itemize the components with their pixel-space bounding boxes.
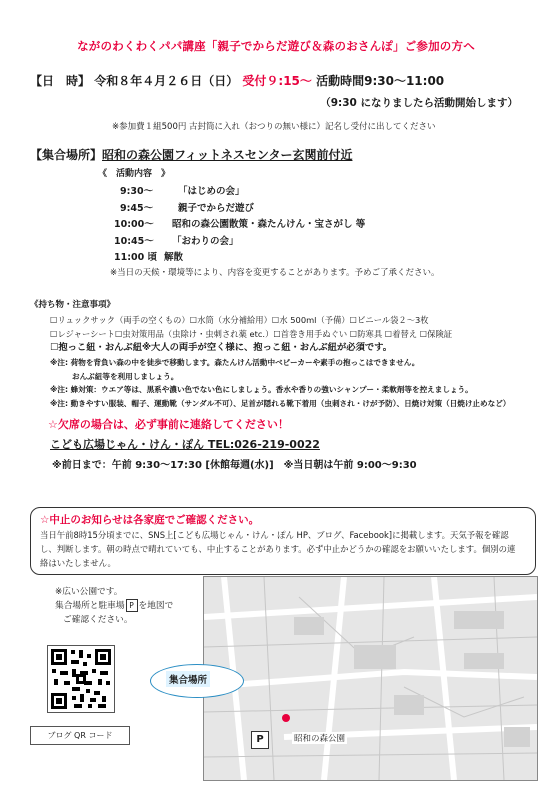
park-note: ※広い公園です。 集合場所と駐車場 P を地図で ご確認ください。 [55, 587, 174, 625]
meeting-place [30, 146, 352, 163]
content-heading: 《 活動内容 》 [98, 169, 171, 179]
place-value: 昭和の森公園フィットネスセンター玄関前付近 [102, 148, 353, 162]
changes-note: ※当日の天候・環境等により、内容を変更することがあります。予めご了承ください。 [110, 268, 440, 278]
note-item: おんぶ紐等を利用しましょう。 [72, 371, 179, 381]
contact-hours: ※前日まで：午前 9:30～17:30 [休館毎週(水)] ※当日朝は午前 9:00～9:30 [52, 460, 417, 471]
page-title: ながのわくわくパパ講座「親子でからだ遊び＆森のおさんぽ」ご参加の方へ [77, 39, 475, 53]
items-list [50, 313, 452, 355]
list-item: ☐レジャーシート☐虫対策用品（虫除け・虫刺され薬 etc.）☐首巻き用手ぬぐい ☐防寒具 ☐着替え ☐保険証 [50, 329, 453, 339]
activity-time: 活動時間9:30～11:00 [316, 74, 445, 88]
park-map [203, 576, 538, 781]
parking-icon: P [126, 599, 138, 612]
datetime-line [30, 72, 444, 89]
map-park-label: 昭和の森公園 [294, 734, 346, 744]
note-item: ※注: 荷物を背負い森の中を徒歩で移動します。森たんけん活動中ベビーカーや素手の抱っこはできません。 [50, 358, 420, 367]
datetime-label: 【日 時】 [30, 74, 91, 88]
contact-phone: こども広場じゃん・けん・ぽん TEL:026-219-0022 [50, 438, 320, 451]
qr-code [47, 645, 115, 713]
place-label: 【集合場所】 [30, 148, 103, 162]
note-item: ※注: 動きやすい服装、帽子、運動靴（サンダル不可）、足首が隠れる靴下着用（虫刺され・けが予防）、日焼け対策（日焼け止めなど） [50, 398, 511, 408]
cancel-heading: ☆中止のお知らせは各家庭でご確認ください。 [40, 514, 260, 526]
schedule-list [114, 184, 366, 267]
meeting-point-marker [282, 714, 290, 722]
reception-time: 受付９:15～ [242, 74, 312, 88]
schedule-item: 10:00～ 昭和の森公園散策・森たんけん・宝さがし 等 [114, 219, 366, 230]
start-note: （9:30 になりましたら活動開始します） [320, 97, 518, 109]
schedule-item: 11:00 頃 解散 [114, 252, 184, 263]
schedule-item: 9:30～ 「はじめの会」 [120, 186, 245, 197]
schedule-item: 9:45～ 親子でからだ遊び [120, 202, 255, 214]
list-item: ☐抱っこ紐・おんぶ紐※大人の両手が空く様に、抱っこ紐・おんぶ紐が必須です。 [50, 342, 393, 353]
note-item: ※注: 蜂対策：ウエア等は、黒系や濃い色でない色にしましょう。香水や香りの強いシャンプー・柔軟剤等を控えましょう。 [50, 385, 473, 394]
items-heading: 《持ち物・注意事項》 [30, 300, 116, 310]
event-date: 令和８年４月２６日（日） [94, 74, 239, 88]
absence-heading: ☆欠席の場合は、必ず事前に連絡してください！ [48, 418, 289, 431]
schedule-item: 10:45～ 「おわりの会」 [114, 235, 239, 247]
parking-marker: P [251, 731, 269, 749]
fee-note: ※参加費１組500円 古封筒に入れ（おつりの無い様に）記名し受付に出してください [112, 122, 436, 132]
qr-label: ブログ QR コード [30, 726, 130, 745]
meeting-callout-label: 集合場所 [166, 671, 210, 687]
cancel-body: 当日午前8時15分頃までに、SNS上[こども広場じゃん・けん・ぽん HP、ブログ、Facebook]に掲載します。天気予報を確認し、判断します。朝の時点で晴れていても、中止することがあります。必ず中止かどうかの確認をお願いいたします。個別の連絡はいたしません。 [40, 530, 516, 568]
notes-list [50, 356, 510, 410]
list-item: ☐リュックサック（両手の空くもの）☐水筒（水分補給用）☐水 500ml（予備）☐ビニール袋２～3枚 [50, 315, 429, 325]
